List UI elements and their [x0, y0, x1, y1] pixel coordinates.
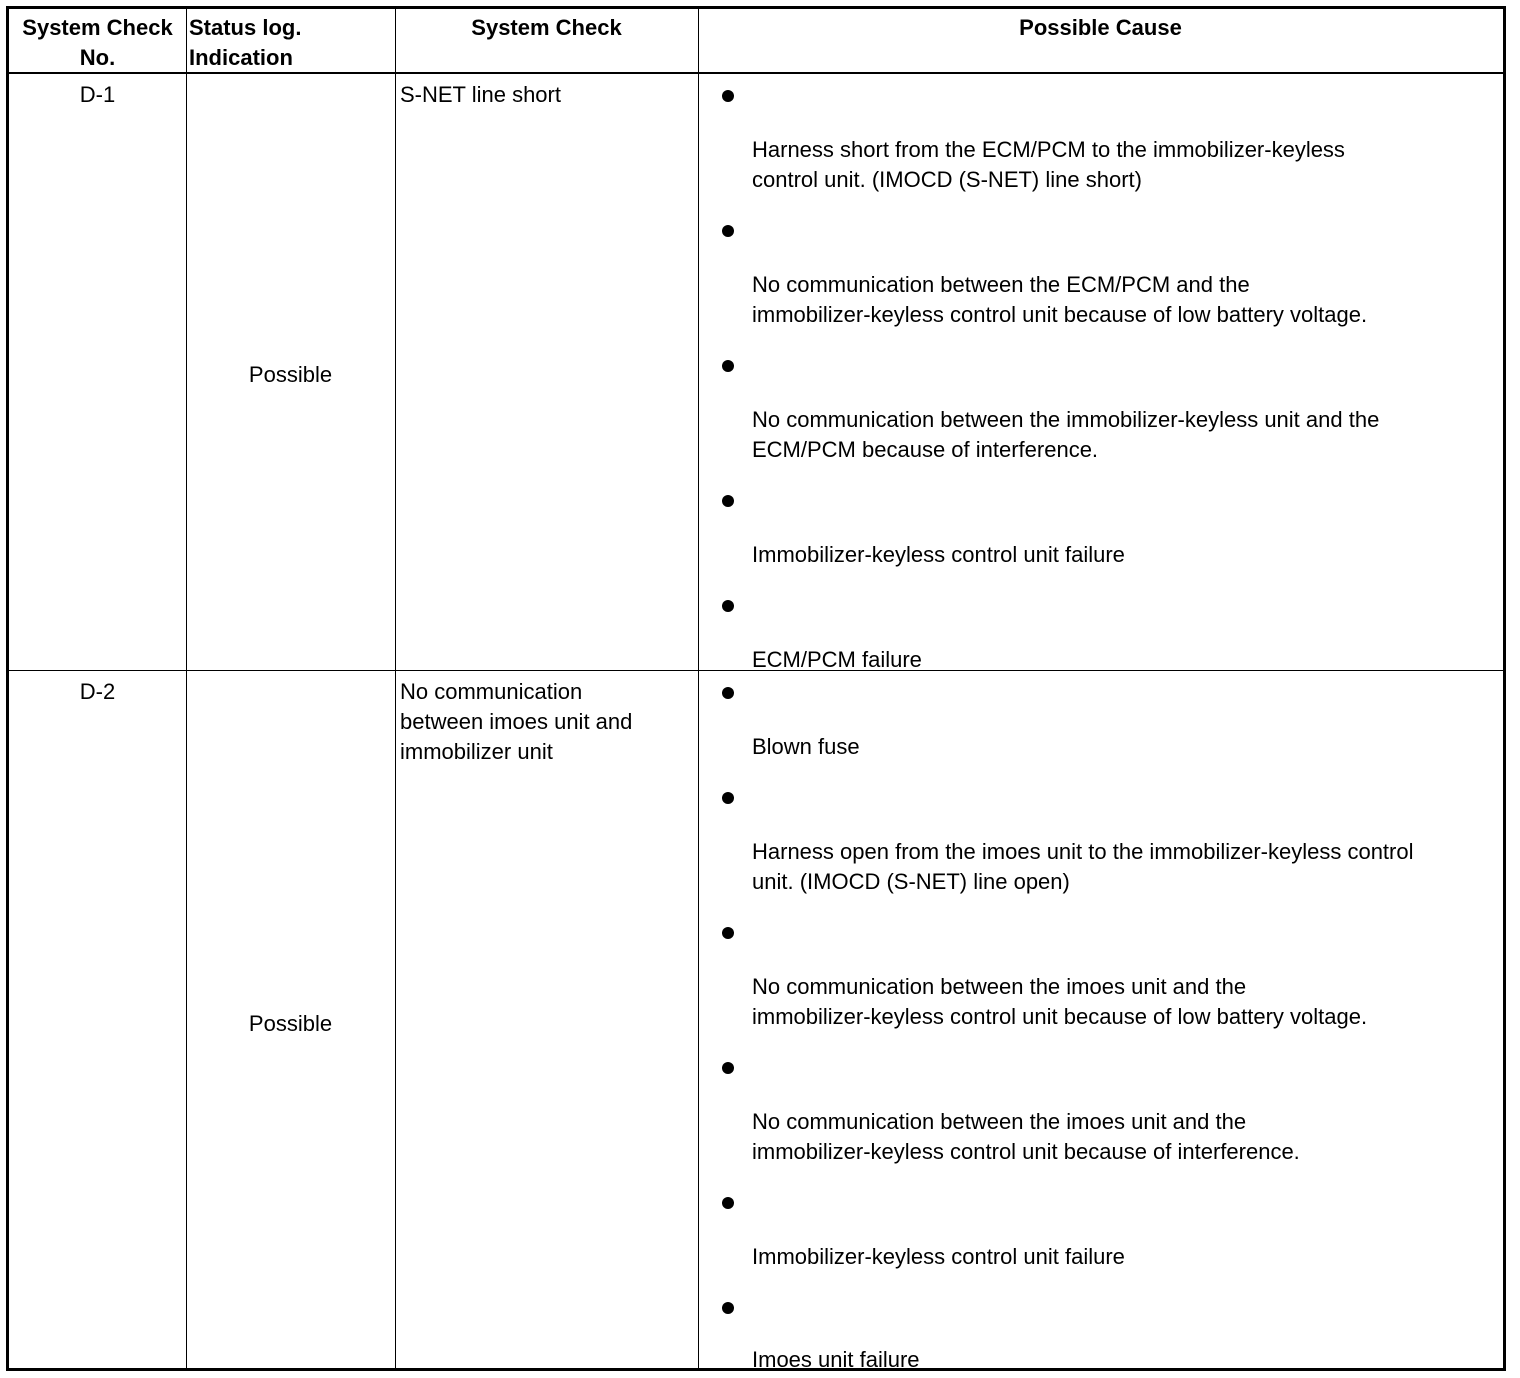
row-d1-status: Possible: [248, 362, 333, 387]
bullet-icon: [722, 1197, 734, 1209]
row-d2-status: Possible: [248, 1011, 333, 1036]
column-divider: [395, 9, 396, 1368]
bullet-icon: [722, 1062, 734, 1074]
row-d1-system-check: S-NET line short: [400, 82, 561, 107]
row-d1-cause-5: ECM/PCM failure: [752, 647, 922, 672]
bullet-icon: [722, 360, 734, 372]
row-d1-cause-3: No communication between the immobilizer-keyless unit and the ECM/PCM because of interference.: [752, 407, 1380, 462]
row-d1-check-no: D-1: [79, 82, 116, 107]
header-check-no: System Check No.: [22, 15, 173, 70]
column-divider: [186, 9, 187, 1368]
bullet-icon: [722, 225, 734, 237]
bullet-icon: [722, 90, 734, 102]
bullet-icon: [722, 927, 734, 939]
row-d2-system-check: No communication between imoes unit and immobilizer unit: [400, 679, 633, 764]
column-divider: [698, 9, 699, 1368]
row-d2-check-no: D-2: [79, 679, 116, 704]
header-system-check: System Check: [471, 15, 622, 40]
row-d2-cause-4: No communication between the imoes unit and the immobilizer-keyless control unit because of interference.: [752, 1109, 1300, 1164]
row-d1-cause-1: Harness short from the ECM/PCM to the immobilizer-keyless control unit. (IMOCD (S-NET) line short): [752, 137, 1345, 192]
row-d1-cause-2: No communication between the ECM/PCM and the immobilizer-keyless control unit because of low battery voltage.: [752, 272, 1368, 327]
bullet-icon: [722, 1302, 734, 1314]
bullet-icon: [722, 600, 734, 612]
bullet-icon: [722, 792, 734, 804]
header-status-log: Status log. Indication: [189, 15, 302, 70]
row-d1-cause-4: Immobilizer-keyless control unit failure: [752, 542, 1125, 567]
row-d2-cause-6: Imoes unit failure: [752, 1347, 920, 1372]
row-d2-cause-2: Harness open from the imoes unit to the immobilizer-keyless control unit. (IMOCD (S-NET) line open): [752, 839, 1414, 894]
row-d2-cause-5: Immobilizer-keyless control unit failure: [752, 1244, 1125, 1269]
diagnostic-table: [6, 6, 1506, 1371]
bullet-icon: [722, 495, 734, 507]
header-possible-cause: Possible Cause: [1019, 15, 1182, 40]
bullet-icon: [722, 687, 734, 699]
row-d2-cause-1: Blown fuse: [752, 734, 860, 759]
row-d2-cause-3: No communication between the imoes unit and the immobilizer-keyless control unit because of low battery voltage.: [752, 974, 1368, 1029]
